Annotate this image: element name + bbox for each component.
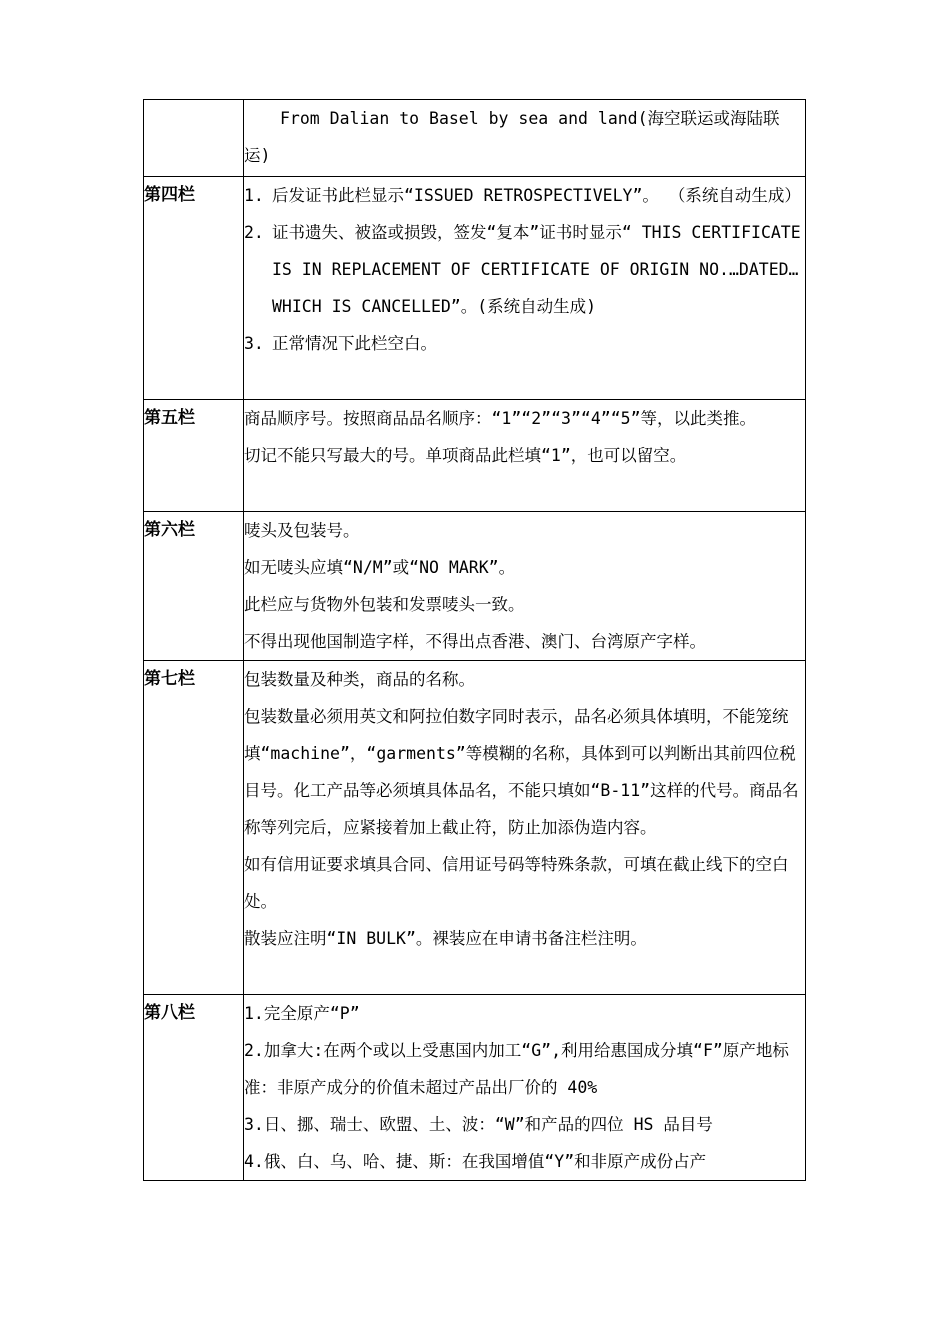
content-paragraph: 散装应注明“IN BULK”。裸装应在申请书备注栏注明。 <box>244 929 647 948</box>
content-paragraph: 2.加拿大:在两个或以上受惠国内加工“G”,利用给惠国成分填“F”原产地标准：非原产成分的价值未超过产品出厂价的 40% <box>244 1041 789 1097</box>
row-label: 第八栏 <box>144 995 244 1181</box>
content-paragraph: 如无唛头应填“N/M”或“NO MARK”。 <box>244 558 516 577</box>
list-item-text: 证书遗失、被盗或损毁，签发“复本”证书时显示“ THIS CERTIFICATE IS IN REPLACEMENT OF CERTIFICATE OF ORIGIN NO.…DATED…WHICH IS CANCELLED”。(系统自动生成) <box>272 223 801 316</box>
table-row <box>144 100 806 177</box>
row-content <box>244 995 806 1181</box>
row-content <box>244 177 806 400</box>
content-paragraph: 商品顺序号。按照商品品名顺序：“1”“2”“3”“4”“5”等，以此类推。 <box>244 409 757 428</box>
content-paragraph: 此栏应与货物外包装和发票唛头一致。 <box>244 595 525 614</box>
list-item-number: 2. <box>244 223 264 242</box>
table-row <box>144 400 806 512</box>
content-paragraph: 唛头及包装号。 <box>244 521 360 540</box>
row-label <box>144 100 244 177</box>
list-item <box>244 177 805 214</box>
content-paragraph: 包装数量必须用英文和阿拉伯数字同时表示，品名必须具体填明，不能笼统填“machine”，“garments”等模糊的名称，具体到可以判断出其前四位税目号。化工产品等必须填具体品名，不能只填如“B-11”这样的代号。商品名称等列完后，应紧接着加上截止符，防止加添伪造内容。 <box>244 707 799 837</box>
content-paragraph: 包装数量及种类，商品的名称。 <box>244 670 475 689</box>
row-label: 第六栏 <box>144 512 244 661</box>
list-item <box>244 325 805 362</box>
row-label: 第四栏 <box>144 177 244 400</box>
table-row <box>144 995 806 1181</box>
list-item <box>244 214 805 325</box>
list-item-number: 1. <box>244 186 264 205</box>
content-paragraph: 如有信用证要求填具合同、信用证号码等特殊条款，可填在截止线下的空白处。 <box>244 855 789 911</box>
content-paragraph: 3.日、挪、瑞士、欧盟、土、波：“W”和产品的四位 HS 品目号 <box>244 1115 713 1134</box>
content-paragraph: 切记不能只写最大的号。单项商品此栏填“1”，也可以留空。 <box>244 446 687 465</box>
row-content <box>244 100 806 177</box>
content-paragraph: 不得出现他国制造字样，不得出点香港、澳门、台湾原产字样。 <box>244 632 706 651</box>
table-row <box>144 177 806 400</box>
list-item-text: 后发证书此栏显示“ISSUED RETROSPECTIVELY”。 （系统自动生成） <box>272 186 801 205</box>
content-paragraph: From Dalian to Basel by sea and land(海空联运或海陆联运) <box>244 109 780 165</box>
content-paragraph: 1.完全原产“P” <box>244 1004 360 1023</box>
list-item-text: 正常情况下此栏空白。 <box>272 334 437 353</box>
form-instructions-table <box>143 99 806 1181</box>
row-label: 第七栏 <box>144 661 244 995</box>
content-paragraph: 4.俄、白、乌、哈、捷、斯：在我国增值“Y”和非原产成份占产 <box>244 1152 707 1171</box>
row-content <box>244 661 806 995</box>
row-content <box>244 400 806 512</box>
table-row <box>144 512 806 661</box>
table-row <box>144 661 806 995</box>
list-item-number: 3. <box>244 334 264 353</box>
row-label: 第五栏 <box>144 400 244 512</box>
row-content <box>244 512 806 661</box>
